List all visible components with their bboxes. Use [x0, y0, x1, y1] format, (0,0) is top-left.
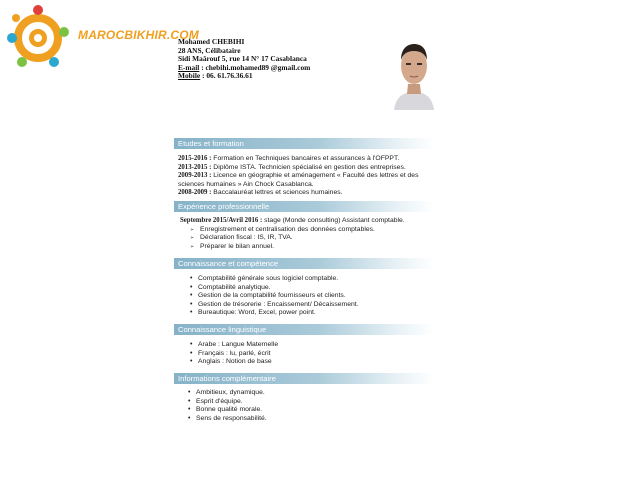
list-item: • Comptabilité générale sous logiciel comptable.: [188, 275, 458, 284]
section-title-experience: Expérience professionnelle: [174, 201, 434, 212]
mobile-value: : 06. 61.76.36.61: [200, 71, 253, 81]
education-list: [178, 155, 448, 198]
list-item: • Ambitieux, dynamique.: [186, 389, 456, 398]
list-item: • Français : lu, parlé, écrit: [188, 350, 458, 359]
additional-info-list: [186, 389, 456, 423]
section-title-education: Etudes et formation: [174, 138, 434, 149]
experience-period: Septembre 2015/Avril 2016 :: [180, 217, 263, 224]
list-item: • Gestion de trésorerie : Encaissement/ Décaissement.: [188, 301, 458, 310]
site-logo-icon: [2, 2, 78, 74]
education-text: Formation en Techniques bancaires et assurances à l'OFPPT.: [211, 155, 400, 162]
list-item: ➢ Enregistrement et centralisation des données comptables.: [188, 226, 450, 235]
list-item: • Bureautique: Word, Excel, power point.: [188, 309, 458, 318]
site-brand: MAROCBIKHIR.COM: [78, 28, 199, 42]
experience-intro: [180, 217, 450, 226]
list-item: • Esprit d'équipe.: [186, 398, 456, 407]
education-text: Diplôme ISTA. Technicien spécialisé en gestion des entreprises.: [211, 163, 406, 171]
languages-list: [188, 341, 458, 367]
candidate-photo: [386, 30, 442, 110]
education-item: [178, 164, 448, 173]
education-period: 2008-2009 :: [178, 189, 212, 197]
email-label: E-mail: [178, 62, 200, 72]
cv-header: [178, 38, 378, 81]
list-item: • Sens de responsabilité.: [186, 415, 456, 424]
education-item: [178, 172, 448, 181]
skills-list: [188, 275, 458, 318]
education-period: 2009-2013 :: [178, 172, 212, 180]
candidate-name: Mohamed CHEBIHI: [178, 37, 245, 46]
experience-role: stage (Monde consulting) Assistant comptable.: [262, 217, 405, 224]
section-title-additional-info: Informations complémentaire: [174, 373, 434, 384]
education-text: Baccalauréat lettres et sciences humaines.: [211, 189, 343, 197]
list-item: • Gestion de la comptabilité fournisseurs et clients.: [188, 292, 458, 301]
list-item: • Anglais : Notion de base: [188, 358, 458, 367]
education-item: [178, 189, 448, 198]
experience-block: [180, 217, 450, 251]
skills-block: [188, 275, 458, 318]
list-item: • Bonne qualité morale.: [186, 406, 456, 415]
education-text: sciences humaines » Ain Chock Casablanca.: [178, 180, 314, 188]
list-item: ➢ Déclaration fiscal : IS, IR, TVA.: [188, 234, 450, 243]
mobile-label: Mobile: [178, 71, 201, 81]
education-text: Licence en géographie et aménagement « Faculté des lettres et des: [211, 172, 419, 180]
languages-block: [188, 341, 458, 367]
education-item: [178, 155, 448, 164]
section-title-skills: Connaissance et compétence: [174, 258, 434, 269]
candidate-address: Sidi Maârouf 5, rue 14 N° 17 Casablanca: [178, 54, 307, 64]
additional-info-block: [186, 389, 456, 423]
email-value: : chebihi.mohamed89 @gmail.com: [199, 62, 311, 72]
list-item: • Comptabilité analytique.: [188, 284, 458, 293]
candidate-mobile: [178, 72, 378, 81]
candidate-age-status: 28 ANS, Célibataire: [178, 45, 241, 55]
list-item: ➢ Préparer le bilan annuel.: [188, 243, 450, 252]
education-period: 2015-2016 :: [178, 155, 212, 162]
education-period: 2013-2015 :: [178, 163, 212, 171]
education-item: [178, 181, 448, 190]
section-title-languages: Connaissance linguistique: [174, 324, 434, 335]
list-item: • Arabe : Langue Maternelle: [188, 341, 458, 350]
experience-tasks: [188, 226, 450, 252]
